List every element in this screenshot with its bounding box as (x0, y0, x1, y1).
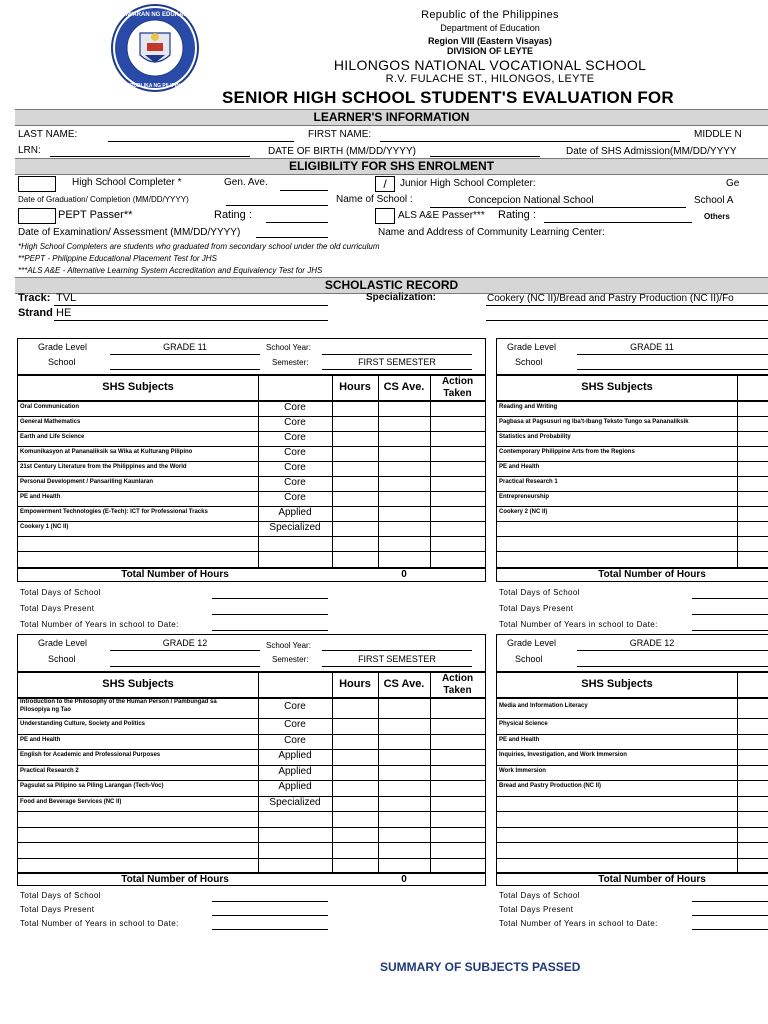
table-row (18, 506, 485, 521)
subject-name: Statistics and Probability (499, 434, 571, 440)
g11s1-csave-header: CS Ave. (383, 381, 425, 393)
row-divider (18, 765, 485, 766)
g12s1-grade-level-label: Grade Level (38, 638, 88, 648)
g12s2-total-days-present-label: Total Days Present (499, 905, 574, 914)
table-row (18, 536, 485, 551)
table-row (18, 698, 485, 718)
als-rating-label: Rating : (498, 209, 536, 221)
subject-name: Earth and Life Science (20, 434, 85, 440)
table-row (18, 765, 485, 781)
g12s1-hours-header: Hours (339, 678, 371, 690)
g11s1-action-header-2: Taken (443, 388, 472, 399)
g11s1-action-header-1: Action (441, 376, 474, 387)
subject-name: PE and Health (499, 464, 540, 470)
table-row (18, 476, 485, 491)
specialization-field-2[interactable] (486, 320, 768, 321)
table-row (18, 521, 485, 536)
table-row (497, 551, 768, 566)
row-divider (18, 536, 485, 537)
table-row (497, 506, 768, 521)
subject-name: English for Academic and Professional Purposes (20, 752, 161, 758)
g12s2-total-days-present-field[interactable] (692, 915, 768, 916)
row-divider (18, 461, 485, 462)
g12s1-grade-value: GRADE 12 (162, 638, 208, 648)
row-divider (497, 446, 768, 447)
subject-name: Personal Development / Pansariling Kaunlaran (20, 479, 154, 485)
g11s1-hours-header: Hours (339, 381, 371, 393)
table-row (18, 416, 485, 431)
row-divider (18, 491, 485, 492)
row-divider (497, 749, 768, 750)
subject-name: PE and Health (20, 494, 61, 500)
subject-type: Core (284, 734, 306, 746)
g11s2-total-days-present-field[interactable] (692, 614, 768, 615)
g11s2-school-field[interactable] (577, 369, 768, 370)
subject-name: PE and Health (499, 736, 540, 743)
subject-name: Practical Research 1 (499, 479, 558, 485)
subject-type: Core (284, 477, 306, 488)
table-row (497, 811, 768, 827)
row-divider (497, 536, 768, 537)
table-row (497, 842, 768, 858)
subject-name: Oral Communication (20, 404, 80, 410)
grade12-sem1-panel (17, 634, 486, 886)
table-row (18, 446, 485, 461)
last-name-label: LAST NAME: (18, 129, 78, 140)
g11s2-school-label: School (515, 357, 543, 367)
jhs-completer-label: Junior High School Completer: (400, 178, 536, 189)
subject-name: Pagsulat sa Pilipino sa Piling Larangan (Tech-Voc) (20, 783, 164, 789)
row-divider (497, 842, 768, 843)
school-address-label: School A (694, 195, 734, 206)
table-row (497, 718, 768, 734)
row-divider (18, 521, 485, 522)
g11s2-subjects-header: SHS Subjects (581, 381, 653, 393)
row-divider (497, 461, 768, 462)
date-exam-field[interactable] (256, 237, 328, 238)
subject-name: Bread and Pastry Production (NC II) (499, 783, 602, 789)
g12s2-total-years-field[interactable] (692, 929, 768, 930)
g12s1-total-label: Total Number of Hours (121, 874, 229, 885)
subject-type: Applied (278, 781, 312, 792)
subject-type: Core (284, 462, 306, 473)
hs-completer-checkbox[interactable] (18, 176, 56, 192)
subject-name: 21st Century Literature from the Philippines and the World (20, 464, 187, 470)
subject-name: Practical Research 2 (20, 767, 79, 774)
g12s1-total-days-present-field[interactable] (212, 915, 328, 916)
row-divider (497, 811, 768, 812)
row-divider (18, 827, 485, 828)
row-divider (18, 780, 485, 781)
subject-name: Work Immersion (499, 767, 546, 774)
table-row (18, 734, 485, 750)
g11s2-total-days-present-label: Total Days Present (499, 604, 574, 613)
g11s2-total-days-school-label: Total Days of School (499, 588, 580, 597)
row-divider (497, 521, 768, 522)
subject-type: Core (284, 447, 306, 458)
date-graduation-field[interactable] (226, 205, 328, 206)
g11s2-total-label: Total Number of Hours (598, 569, 706, 580)
row-divider (497, 491, 768, 492)
note-pept: **PEPT - Philippine Educational Placement Test for JHS (18, 254, 217, 263)
row-divider (497, 780, 768, 781)
pept-label: PEPT Passer** (58, 209, 133, 221)
subject-name: Entrepreneurship (499, 494, 550, 500)
als-rating-field[interactable] (544, 222, 692, 223)
deped-seal-logo (100, 3, 210, 93)
g12s2-total-days-school-field[interactable] (692, 901, 768, 902)
date-graduation-label: Date of Graduation/ Completion (MM/DD/YYYY) (18, 195, 189, 204)
subject-name: Understanding Culture, Society and Politics (20, 721, 146, 727)
jhs-completer-checkbox[interactable]: / (375, 176, 395, 192)
scholastic-heading: SCHOLASTIC RECORD (15, 277, 768, 294)
row-divider (497, 765, 768, 766)
subject-name: Introduction to the Philosophy of the Human Person / Pambungad sa (20, 699, 217, 705)
g12s1-school-year-label: School Year: (266, 641, 311, 650)
first-name-label: FIRST NAME: (308, 129, 372, 140)
g11s1-total-value: 0 (401, 569, 407, 580)
row-divider (18, 718, 485, 719)
g12s2-total-days-school-label: Total Days of School (499, 891, 580, 900)
g11s1-total-days-present-label: Total Days Present (20, 604, 95, 613)
g11s1-school-year-label: School Year: (266, 343, 311, 352)
subject-name: Food and Beverage Services (NC II) (20, 798, 122, 805)
table-row (497, 491, 768, 506)
table-row (18, 858, 485, 874)
table-row (497, 858, 768, 874)
row-divider (18, 811, 485, 812)
row-divider (18, 858, 485, 859)
g11s1-total-days-school-label: Total Days of School (20, 588, 101, 597)
g12s2-subjects-header: SHS Subjects (581, 678, 653, 690)
g11s1-total-days-school-field[interactable] (212, 598, 328, 599)
date-exam-label: Date of Examination/ Assessment (MM/DD/YYYY) (18, 227, 241, 238)
g12s2-total-years-label: Total Number of Years in school to Date: (499, 919, 658, 928)
name-of-school-value: Concepcion National School (468, 195, 594, 206)
subject-type: Core (284, 492, 306, 503)
g12s1-action-header-1: Action (441, 673, 474, 684)
header-school-name: HILONGOS NATIONAL VOCATIONAL SCHOOL (333, 57, 647, 73)
first-name-field[interactable] (380, 141, 680, 142)
g12s1-total-days-present-label: Total Days Present (20, 905, 95, 914)
pept-checkbox[interactable] (18, 208, 56, 224)
subject-type: Applied (278, 507, 312, 518)
grade12-sem2-panel (496, 634, 768, 886)
table-row (18, 718, 485, 734)
g11s1-semester-value: FIRST SEMESTER (358, 357, 436, 367)
grade11-sem2-panel (496, 338, 768, 582)
table-row (497, 698, 768, 718)
hs-completer-label: High School Completer * (72, 177, 182, 188)
table-row (497, 521, 768, 536)
g11s2-total-days-school-field[interactable] (692, 598, 768, 599)
g11s1-semester-label: Semester: (272, 358, 309, 367)
dob-field[interactable] (430, 156, 540, 157)
g12s2-school-label: School (515, 654, 543, 664)
table-row (18, 551, 485, 566)
g11s1-school-field[interactable] (110, 369, 260, 370)
header-department: Department of Education (440, 23, 540, 33)
header-address: R.V. FULACHE ST., HILONGOS, LEYTE (385, 73, 595, 85)
g12s1-csave-header: CS Ave. (383, 678, 425, 690)
table-row (497, 416, 768, 431)
header-division: DIVISION OF LEYTE (446, 46, 533, 56)
table-row (497, 780, 768, 796)
g11s2-total-years-field[interactable] (692, 630, 768, 631)
subject-type: Core (284, 417, 306, 428)
summary-subjects-passed-heading: SUMMARY OF SUBJECTS PASSED (380, 960, 581, 974)
g12s2-grade-value: GRADE 12 (629, 638, 675, 648)
note-als: ***ALS A&E - Alternative Learning System Accreditation and Equivalency Test for JHS (18, 266, 323, 275)
subject-name: General Mathematics (20, 419, 81, 425)
row-divider (18, 842, 485, 843)
pept-rating-field[interactable] (266, 222, 328, 223)
g11s1-total-years-label: Total Number of Years in school to Date: (20, 620, 179, 629)
g12s1-total-value: 0 (401, 874, 407, 885)
table-row (18, 842, 485, 858)
header-region: Region VIII (Eastern Visayas) (428, 36, 552, 46)
row-divider (497, 551, 768, 552)
row-divider (18, 796, 485, 797)
g12s1-action-header-2: Taken (443, 685, 472, 696)
g12s1-total-years-label: Total Number of Years in school to Date: (20, 919, 179, 928)
table-row (18, 461, 485, 476)
table-row (18, 827, 485, 843)
subject-name: Cookery 2 (NC II) (499, 509, 548, 515)
learner-info-heading: LEARNER'S INFORMATION (15, 109, 768, 126)
row-divider (497, 718, 768, 719)
g11s1-total-label: Total Number of Hours (121, 569, 229, 580)
row-divider (18, 446, 485, 447)
g11s1-grade-level-label: Grade Level (38, 342, 88, 352)
subject-name-line2: Pilosopiya ng Tao (20, 707, 71, 713)
lrn-label: LRN: (18, 145, 41, 156)
g12s1-school-field[interactable] (110, 666, 260, 667)
table-row (497, 401, 768, 416)
middle-name-label: MIDDLE N (694, 129, 742, 140)
g12s2-grade-level-label: Grade Level (507, 638, 557, 648)
subject-type: Core (284, 719, 306, 730)
g12s1-school-year-field[interactable] (322, 650, 472, 651)
row-divider (18, 431, 485, 432)
subject-type: Applied (278, 765, 312, 777)
g12s1-total-days-school-field[interactable] (212, 901, 328, 902)
table-row (18, 796, 485, 812)
g11s1-school-label: School (48, 357, 76, 367)
svg-text:REPUBLIKA NG PILIPINAS: REPUBLIKA NG PILIPINAS (123, 83, 187, 89)
dob-label: DATE OF BIRTH (MM/DD/YYYY) (268, 146, 416, 157)
others-label: Others (704, 212, 730, 221)
g12s1-school-label: School (48, 654, 76, 664)
subject-type: Core (284, 701, 306, 712)
clc-label: Name and Address of Community Learning Center: (378, 227, 605, 238)
row-divider (497, 476, 768, 477)
note-hs-completer: *High School Completers are students who graduated from secondary school under the old curriculum (18, 242, 380, 251)
eligibility-heading: ELIGIBILITY FOR SHS ENROLMENT (15, 158, 768, 175)
strand-field[interactable] (54, 320, 328, 321)
row-divider (497, 431, 768, 432)
subject-name: Inquiries, Investigation, and Work Immersion (499, 752, 627, 758)
als-label: ALS A&E Passer*** (398, 210, 485, 221)
pept-rating-label: Rating : (214, 209, 252, 221)
subject-name: Physical Science (499, 721, 548, 727)
svg-text:KAGAWARAN NG EDUKASYON: KAGAWARAN NG EDUKASYON (109, 12, 201, 18)
g11s2-total-years-label: Total Number of Years in school to Date: (499, 620, 658, 629)
row-divider (497, 796, 768, 797)
name-of-school-field[interactable] (430, 207, 686, 208)
table-row (497, 461, 768, 476)
row-divider (497, 506, 768, 507)
grade11-sem1-panel (17, 338, 486, 582)
form-title: SENIOR HIGH SCHOOL STUDENT'S EVALUATION FOR (222, 88, 674, 107)
table-row (18, 811, 485, 827)
table-row (497, 734, 768, 750)
subject-name: Reading and Writing (499, 404, 558, 410)
row-divider (497, 858, 768, 859)
g12s1-total-days-school-label: Total Days of School (20, 891, 101, 900)
subject-name: Contemporary Philippine Arts from the Regions (499, 449, 635, 455)
subject-type: Applied (278, 750, 312, 761)
table-row (18, 491, 485, 506)
table-row (497, 765, 768, 781)
g12s2-total-label: Total Number of Hours (598, 874, 706, 885)
g11s2-grade-value: GRADE 11 (630, 342, 674, 352)
table-row (18, 431, 485, 446)
subject-name: Empowerment Technologies (E-Tech): ICT for Professional Tracks (20, 509, 208, 515)
g12s1-subjects-header: SHS Subjects (102, 678, 174, 690)
table-row (18, 401, 485, 416)
table-row (497, 827, 768, 843)
track-value: TVL (56, 292, 77, 304)
track-label: Track: (18, 292, 51, 304)
subject-name: Media and Information Literacy (499, 703, 588, 709)
g11s1-subjects-header: SHS Subjects (102, 381, 174, 393)
g12s2-school-field[interactable] (577, 666, 768, 667)
subject-type: Specialized (269, 522, 321, 533)
g12s1-total-years-field[interactable] (212, 929, 328, 930)
subject-type: Specialized (269, 796, 321, 808)
specialization-value: Cookery (NC II)/Bread and Pastry Production (NC II)/Fo (487, 293, 734, 304)
subject-type: Core (284, 432, 306, 443)
row-divider (18, 476, 485, 477)
row-divider (497, 827, 768, 828)
specialization-field[interactable] (486, 305, 768, 306)
table-row (497, 749, 768, 765)
table-row (497, 476, 768, 491)
jhs-gen-ave-label: Ge (726, 178, 740, 189)
admission-date-label: Date of SHS Admission(MM/DD/YYYY (566, 146, 737, 157)
g12s1-semester-value: FIRST SEMESTER (358, 654, 436, 664)
subject-name: Pagbasa at Pagsusuri ng Iba't-Ibang Teksto Tungo sa Pananaliksik (499, 419, 689, 425)
g11s1-total-days-present-field[interactable] (212, 614, 328, 615)
table-row (497, 431, 768, 446)
als-checkbox[interactable] (375, 208, 395, 224)
strand-value: HE (56, 307, 72, 319)
row-divider (18, 506, 485, 507)
subject-name: Komunikasyon at Pananaliksik sa Wika at Kulturang Pilipino (20, 449, 193, 455)
last-name-field[interactable] (108, 141, 294, 142)
row-divider (497, 416, 768, 417)
table-row (18, 780, 485, 796)
g11s1-total-years-field[interactable] (212, 630, 328, 631)
g11s1-school-year-field[interactable] (322, 354, 472, 355)
table-row (497, 796, 768, 812)
g12s1-semester-label: Semester: (272, 655, 309, 664)
gen-ave-label: Gen. Ave. (224, 177, 268, 188)
subject-type: Core (284, 402, 306, 413)
strand-label: Strand (18, 307, 53, 319)
row-divider (18, 749, 485, 750)
row-divider (18, 416, 485, 417)
lrn-field[interactable] (50, 156, 250, 157)
table-row (18, 749, 485, 765)
specialization-label: Specialization: (366, 292, 437, 303)
row-divider (18, 551, 485, 552)
gen-ave-field[interactable] (280, 190, 328, 191)
table-row (497, 536, 768, 551)
name-of-school-label: Name of School : (336, 194, 413, 205)
row-divider (18, 734, 485, 735)
subject-name: PE and Health (20, 736, 61, 743)
g11s1-grade-value: GRADE 11 (163, 342, 207, 352)
track-field[interactable] (54, 305, 328, 306)
row-divider (497, 734, 768, 735)
table-row (497, 446, 768, 461)
subject-name: Cookery 1 (NC II) (20, 524, 69, 530)
header-republic: Republic of the Philippines (421, 9, 559, 21)
g11s2-grade-level-label: Grade Level (507, 342, 557, 352)
